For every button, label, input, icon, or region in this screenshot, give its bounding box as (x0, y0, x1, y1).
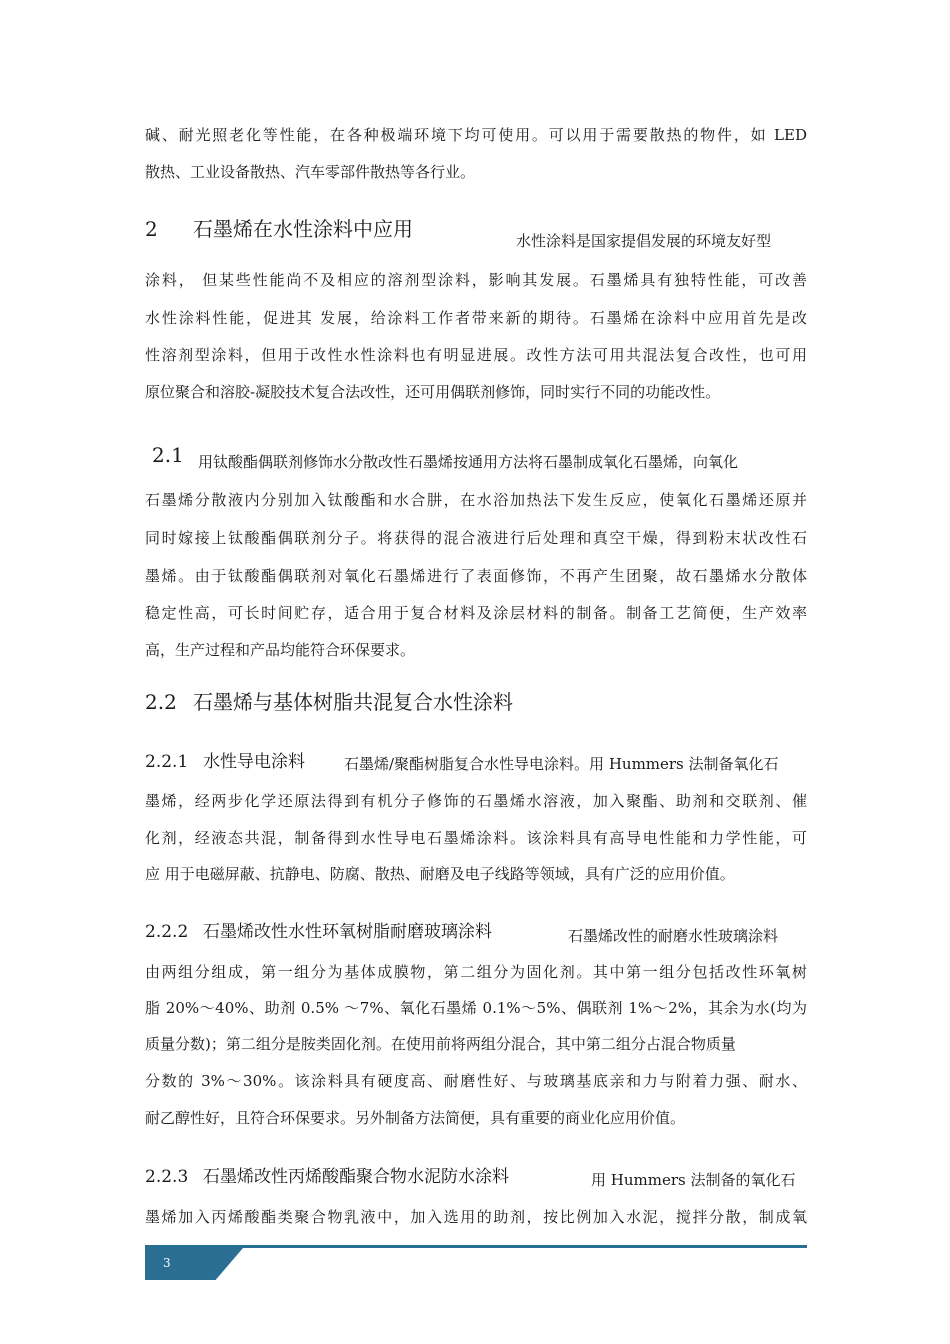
paragraph-line: 墨烯加入丙烯酸酯类聚合物乳液中，加入选用的助剂，按比例加入水泥，搅拌分散，制成氧 (145, 1208, 807, 1226)
section-title: 水性导电涂料 (203, 752, 305, 772)
section-heading-2 (145, 216, 413, 242)
section-heading-2-2-1 (145, 749, 305, 775)
section-number: 2 (145, 217, 158, 241)
paragraph-inline-start: 石墨烯改性的耐磨水性玻璃涂料 (568, 927, 779, 945)
paragraph-line: 碱、耐光照老化等性能，在各种极端环境下均可使用。可以用于需要散热的物件，如 LED (145, 126, 807, 144)
paragraph-line: 涂料， 但某些性能尚不及相应的溶剂型涂料，影响其发展。石墨烯具有独特性能，可改善 (145, 271, 807, 289)
paragraph-line: 应 用于电磁屏蔽、抗静电、防腐、散热、耐磨及电子线路等领域，具有广泛的应用价值。 (145, 865, 735, 883)
section-number: 2.2 (145, 690, 177, 714)
footer-page-tab (145, 1248, 243, 1280)
paragraph-line: 稳定性高，可长时间贮存，适合用于复合材料及涂层材料的制备。制备工艺简便，生产效率 (145, 604, 807, 622)
paragraph-line: 分数的 3%～30%。该涂料具有硬度高、耐磨性好、与玻璃基底亲和力与附着力强、耐水、 (145, 1072, 807, 1090)
page-number: 3 (163, 1256, 171, 1270)
paragraph-inline-start: 水性涂料是国家提倡发展的环境友好型 (516, 232, 772, 250)
paragraph-line: 由两组分组成，第一组分为基体成膜物，第二组分为固化剂。其中第一组分包括改性环氧树 (145, 963, 807, 981)
footer-rule (145, 1245, 807, 1248)
section-number: 2.2.2 (145, 922, 189, 942)
paragraph-line: 水性涂料性能，促进其 发展，给涂料工作者带来新的期待。石墨烯在涂料中应用首先是改 (145, 309, 807, 327)
section-title: 石墨烯改性丙烯酸酯聚合物水泥防水涂料 (203, 1167, 509, 1187)
section-heading-2-2-3 (145, 1164, 509, 1190)
section-number: 2.2.1 (145, 752, 189, 772)
section-number: 2.1 (152, 443, 184, 467)
paragraph-line: 散热、工业设备散热、汽车零部件散热等各行业。 (145, 163, 476, 181)
section-title: 石墨烯与基体树脂共混复合水性涂料 (193, 690, 513, 714)
paragraph-line: 化剂，经液态共混，制备得到水性导电石墨烯涂料。该涂料具有高导电性能和力学性能，可 (145, 829, 807, 847)
paragraph-line: 石墨烯分散液内分别加入钛酸酯和水合肼，在水浴加热法下发生反应，使氧化石墨烯还原并 (145, 491, 807, 509)
paragraph-inline-start: 石墨烯/聚酯树脂复合水性导电涂料。用 Hummers 法制备氧化石 (344, 755, 779, 773)
paragraph-line: 脂 20%～40%、助剂 0.5% ～7%、氧化石墨烯 0.1%～5%、偶联剂 1%～2%，其余为水(均为 (145, 999, 807, 1017)
paragraph-line: 原位聚合和溶胶-凝胶技术复合法改性，还可用偶联剂修饰，同时实行不同的功能改性。 (145, 383, 721, 401)
section-title: 石墨烯在水性涂料中应用 (193, 217, 413, 241)
section-heading-2-2 (145, 689, 513, 715)
section-heading-2-2-2 (145, 919, 492, 945)
section-title: 石墨烯改性水性环氧树脂耐磨玻璃涂料 (203, 922, 492, 942)
section-heading-2-1 (152, 442, 184, 468)
section-number: 2.2.3 (145, 1167, 189, 1187)
paragraph-line: 耐乙醇性好，且符合环保要求。另外制备方法简便，具有重要的商业化应用价值。 (145, 1109, 686, 1127)
paragraph-line: 墨烯，经两步化学还原法得到有机分子修饰的石墨烯水溶液，加入聚酯、助剂和交联剂、催 (145, 792, 807, 810)
paragraph-line: 性溶剂型涂料，但用于改性水性涂料也有明显进展。改性方法可用共混法复合改性，也可用 (145, 346, 807, 364)
paragraph-line: 同时嫁接上钛酸酯偶联剂分子。将获得的混合液进行后处理和真空干燥，得到粉末状改性石 (145, 529, 807, 547)
paragraph-inline-start: 用钛酸酯偶联剂修饰水分散改性石墨烯按通用方法将石墨制成氧化石墨烯，向氧化 (198, 453, 739, 471)
paragraph-line: 质量分数)；第二组分是胺类固化剂。在使用前将两组分混合，其中第二组分占混合物质量 (145, 1035, 736, 1053)
paragraph-inline-start: 用 Hummers 法制备的氧化石 (591, 1171, 796, 1189)
paragraph-line: 墨烯。由于钛酸酯偶联剂对氧化石墨烯进行了表面修饰，不再产生团聚，故石墨烯水分散体 (145, 567, 807, 585)
paragraph-line: 高，生产过程和产品均能符合环保要求。 (145, 641, 416, 659)
